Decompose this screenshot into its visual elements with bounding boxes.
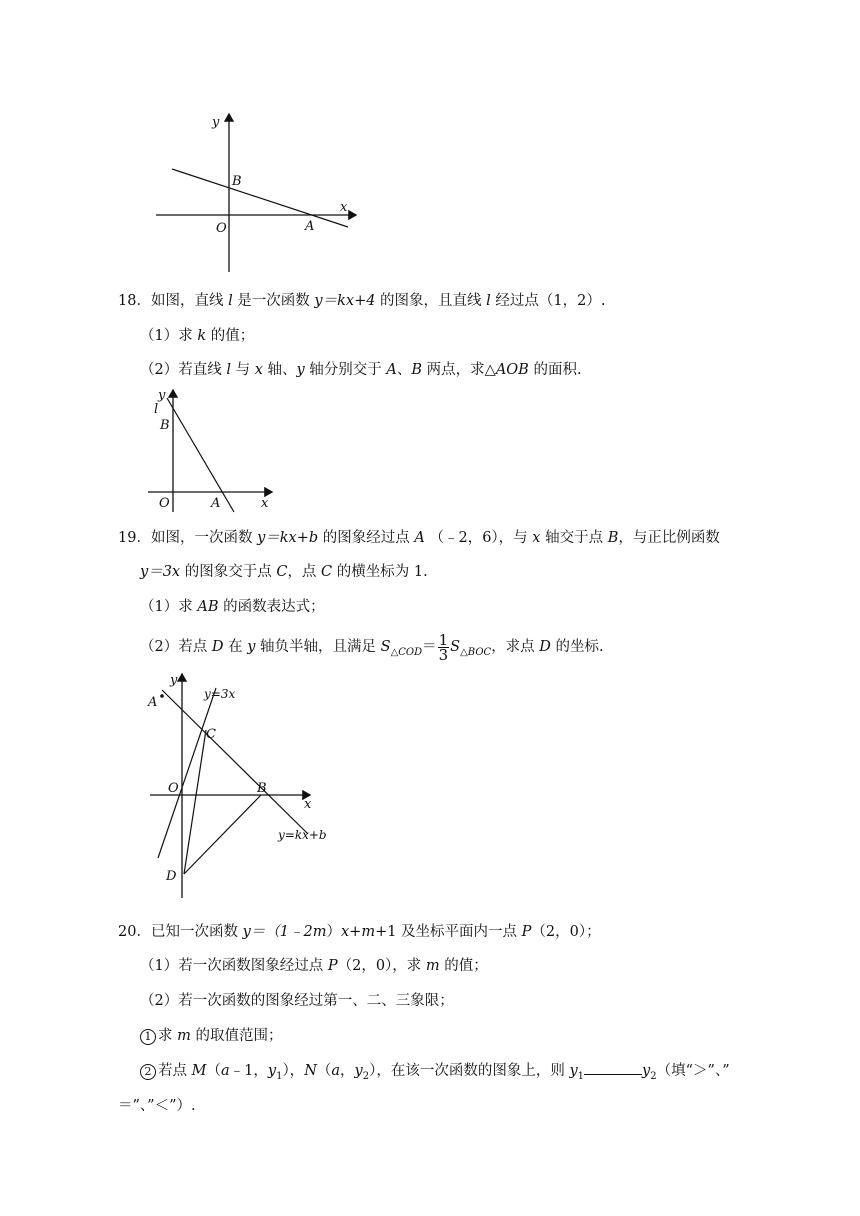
q20-part2: （2）若一次函数的图象经过第一、二、三象限； (140, 993, 454, 1009)
line-y-3x (158, 688, 216, 858)
label-x: x (340, 200, 348, 215)
point-a (160, 694, 164, 698)
q20-part1: （1）若一次函数图象经过点 P（2，0），求 m 的值； (140, 958, 488, 974)
fraction-one-third: $\frac{1}{3}$ (438, 630, 449, 664)
q20-sub1: 1 求 m 的取值范围； (140, 1026, 282, 1046)
answer-blank[interactable] (584, 1062, 642, 1075)
label-y-3x: y=3x (204, 687, 236, 701)
q18-part2: （2）若直线 l 与 x 轴、y 轴分别交于 A、B 两点，求△AOB 的面积. (140, 362, 582, 378)
circled-number-1: 1 (140, 1029, 156, 1045)
q18-part1: （1）求 k 的值； (140, 328, 255, 344)
q19-part2: （2）若点 D 在 y 轴负半轴，且满足 $S_{\triangle COD}=$ $\frac{1}{3}$ $S_{\triangle BOC}$，求点 D 的坐标. (140, 630, 604, 664)
q19-figure (140, 666, 340, 898)
label-b: B (257, 781, 267, 796)
segment-db (184, 795, 261, 874)
label-o: O (216, 221, 227, 236)
q19-stem-line1: 19．如图，一次函数 y＝kx+b 的图象经过点 A （﹣2，6），与 x 轴交于点 B，与正比例函数 (118, 530, 720, 546)
label-d: D (166, 869, 177, 884)
label-a: A (305, 219, 315, 234)
q20-sub2: 2 若点 M（a﹣1，$y_1$），N（a，$y_2$），在该一次函数的图象上，则 $y_1$ $y_2$（填“＞”、” (140, 1061, 730, 1087)
label-a: A (148, 695, 158, 710)
line-y-kx-b (162, 690, 308, 834)
q18-figure (140, 386, 280, 516)
label-o: O (159, 496, 170, 511)
line-ab (172, 169, 348, 227)
label-y: y (212, 115, 220, 130)
q19-stem-line2: y＝3x 的图象交于点 C，点 C 的横坐标为 1. (140, 564, 428, 580)
label-a: A (211, 496, 221, 511)
q20-sub2-cont: ＝”、”＜”）. (118, 1098, 196, 1114)
label-l: l (154, 402, 159, 417)
label-o: O (168, 781, 179, 796)
circled-number-2: 2 (140, 1064, 156, 1080)
label-x: x (261, 496, 269, 511)
label-b: B (160, 418, 170, 433)
q20-stem: 20．已知一次函数 y＝（1﹣2m）x+m+1 及坐标平面内一点 P（2，0）； (118, 924, 601, 940)
line-l (167, 398, 234, 512)
label-y-kx-b: y=kx+b (278, 828, 327, 842)
q17-figure (150, 108, 360, 276)
label-y: y (170, 673, 178, 688)
label-y: y (158, 388, 166, 403)
label-x: x (304, 797, 312, 812)
q18-stem: 18．如图，直线 l 是一次函数 y＝kx+4 的图象，且直线 l 经过点（1，2）. (118, 293, 606, 309)
label-b: B (232, 174, 242, 189)
segment-dc (184, 730, 206, 874)
label-c: C (206, 727, 216, 742)
q19-part1: （1）求 AB 的函数表达式； (140, 599, 325, 615)
